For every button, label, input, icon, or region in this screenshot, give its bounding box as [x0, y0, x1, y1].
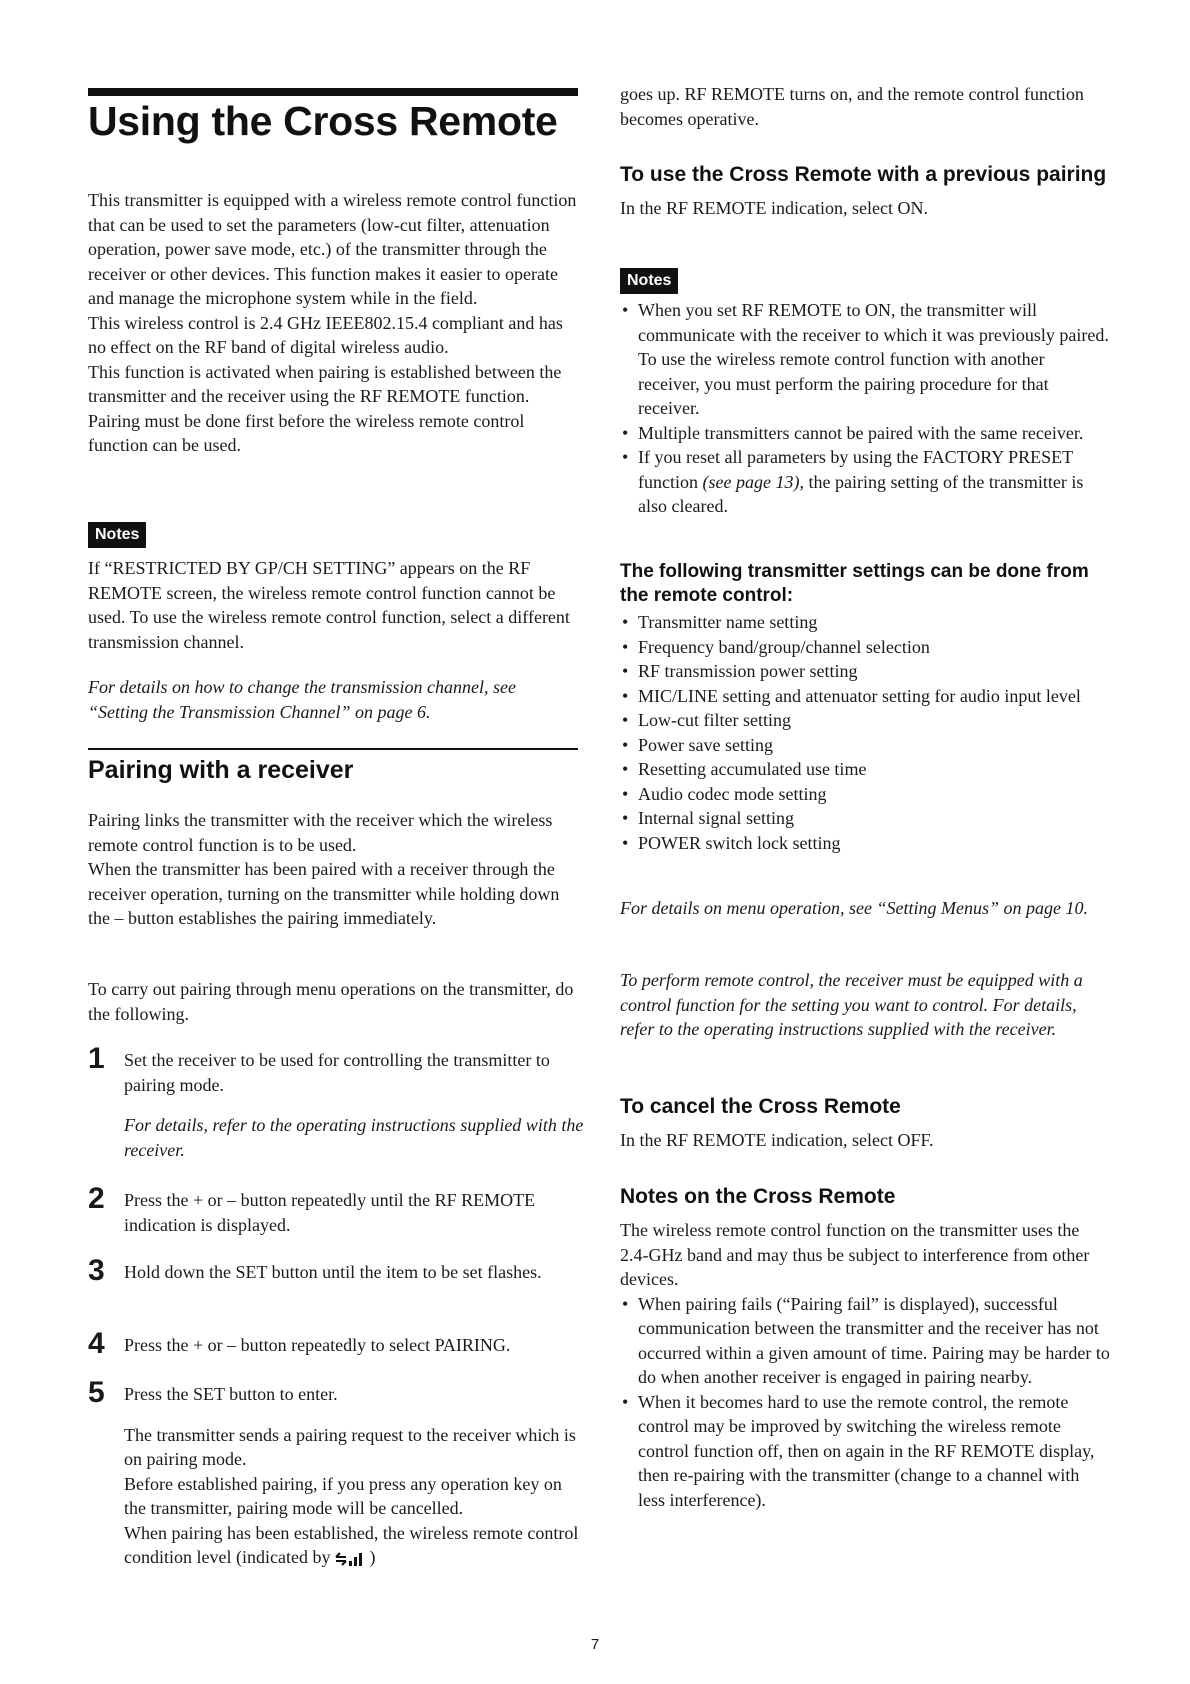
settings-item: • Power save setting	[620, 733, 1110, 758]
pairing-heading-wrap	[88, 756, 353, 785]
step-3	[88, 1254, 588, 1287]
step-5-details	[124, 1423, 588, 1570]
pairing-paragraph-1: Pairing links the transmitter with the receiver which the wireless remote control function is to be used.	[88, 810, 553, 855]
step-4	[88, 1327, 588, 1360]
step-text: Hold down the SET button until the item to be set flashes.	[124, 1262, 542, 1282]
pairing-paragraph-3: To carry out pairing through menu operations on the transmitter, do the following.	[88, 979, 574, 1024]
step-text: Press the + or – button repeatedly until the RF REMOTE indication is displayed.	[124, 1190, 536, 1235]
step-number: 3	[88, 1254, 105, 1287]
title-rule	[88, 88, 578, 96]
settings-item: • Resetting accumulated use time	[620, 757, 1110, 782]
step-5-paragraph-3-end: )	[369, 1547, 376, 1567]
channel-reference-text: For details on how to change the transmission channel, see “Setting the Transmission Channel” on page 6.	[88, 677, 516, 722]
step-number: 2	[88, 1182, 105, 1215]
cancel-section	[620, 1094, 1110, 1153]
perform-reference-text: To perform remote control, the receiver must be equipped with a control function for the setting you want to control. For details, refer to the operating instructions supplied with the receiver.	[620, 970, 1083, 1039]
step-text: Press the + or – button repeatedly to select PAIRING.	[124, 1335, 511, 1355]
notes-label: Notes	[88, 522, 146, 548]
step-2	[88, 1182, 588, 1237]
step-1	[88, 1042, 588, 1162]
settings-list	[620, 610, 1110, 855]
pairing-intro	[88, 808, 580, 931]
restricted-note: If “RESTRICTED BY GP/CH SETTING” appears on the RF REMOTE screen, the wireless remote control function cannot be used. To use the wireless remote control function, select a different transmission channel.	[88, 558, 570, 652]
step-5-paragraph-2: Before established pairing, if you press any operation key on the transmitter, pairing mode will be cancelled.	[124, 1473, 562, 1518]
settings-item: • Transmitter name setting	[620, 610, 1110, 635]
previous-pairing-section	[620, 162, 1110, 221]
step-5-paragraph-1: The transmitter sends a pairing request to the receiver which is on pairing mode.	[124, 1424, 576, 1469]
step-1-note: For details, refer to the operating instructions supplied with the receiver.	[124, 1115, 584, 1160]
note-item-text: If you reset all parameters by using the FACTORY PRESET function	[638, 447, 1073, 492]
step-text: Press the SET button to enter.	[124, 1384, 338, 1404]
notes-cross-remote-intro: The wireless remote control function on the transmitter uses the 2.4-GHz band and may thus be subject to interference from other devices.	[620, 1220, 1090, 1289]
note-item	[620, 445, 1110, 519]
intro-paragraph-2: This wireless control is 2.4 GHz IEEE802.15.4 compliant and has no effect on the RF band of digital wireless audio.	[88, 312, 563, 357]
signal-level-icon	[335, 1551, 365, 1567]
notes-list-right	[620, 298, 1110, 519]
notes-badge-left	[88, 522, 146, 548]
menu-reference	[620, 896, 1110, 921]
step-5-paragraph-3	[124, 1521, 588, 1570]
note-item: • Multiple transmitters cannot be paired with the same receiver.	[620, 421, 1110, 446]
settings-item: • POWER switch lock setting	[620, 831, 1110, 856]
intro-paragraph-3: This function is activated when pairing is established between the transmitter and the receiver using the RF REMOTE function.	[88, 361, 562, 406]
notes-cross-remote-list	[620, 1292, 1110, 1513]
note-block-left	[88, 556, 580, 654]
continued-paragraph: goes up. RF REMOTE turns on, and the remote control function becomes operative.	[620, 84, 1084, 129]
perform-reference	[620, 968, 1110, 1042]
pairing-paragraph-2: When the transmitter has been paired with a receiver through the receiver operation, turning on the transmitter while holding down the – button establishes the pairing immediately.	[88, 859, 560, 928]
intro-paragraph-4: Pairing must be done first before the wireless remote control function can be used.	[88, 410, 525, 455]
previous-pairing-text: In the RF REMOTE indication, select ON.	[620, 198, 928, 218]
factory-preset-page-ref: (see page 13)	[702, 471, 800, 492]
page-title: Using the Cross Remote	[88, 98, 558, 144]
settings-item: • Low-cut filter setting	[620, 708, 1110, 733]
step-number: 4	[88, 1327, 105, 1360]
cross-remote-note: • When it becomes hard to use the remote control, the remote control may be improved by switching the wireless remote control function off, then on again in the RF REMOTE display, then re-pairing with the transmitter (change to a channel with less interference).	[620, 1390, 1110, 1513]
note-item: • When you set RF REMOTE to ON, the transmitter will communicate with the receiver to which it was previously paired. To use the wireless remote control function with another receiver, you must perform the pairing procedure for that receiver.	[620, 298, 1110, 421]
intro-paragraph: This transmitter is equipped with a wireless remote control function that can be used to set the parameters (low-cut filter, attenuation operation, power save mode, etc.) of the transmitter through the receiver or other devices. This function makes it easier to operate and manage the microphone system while in the field.	[88, 190, 577, 308]
menu-reference-text: For details on menu operation, see “Setting Menus” on page 10.	[620, 898, 1088, 918]
notes-cross-remote-heading: Notes on the Cross Remote	[620, 1185, 896, 1208]
settings-section	[620, 560, 1110, 855]
pairing-instructions	[88, 977, 580, 1026]
step-text: Set the receiver to be used for controlling the transmitter to pairing mode.	[124, 1050, 550, 1095]
step-number: 5	[88, 1376, 105, 1409]
pairing-heading: Pairing with a receiver	[88, 756, 354, 784]
cancel-text: In the RF REMOTE indication, select OFF.	[620, 1130, 934, 1150]
channel-reference	[88, 675, 580, 724]
notes-cross-remote-section	[620, 1184, 1110, 1512]
cancel-heading: To cancel the Cross Remote	[620, 1095, 901, 1118]
notes-badge-right	[620, 268, 678, 294]
settings-heading: The following transmitter settings can be done from the remote control:	[620, 561, 1089, 606]
settings-item: • Audio codec mode setting	[620, 782, 1110, 807]
step-5-paragraph-3-text: When pairing has been established, the wireless remote control condition level (indicated by	[124, 1522, 579, 1567]
notes-label: Notes	[620, 268, 678, 294]
page-number: 7	[590, 1636, 600, 1653]
continued-text	[620, 82, 1110, 131]
settings-item: • RF transmission power setting	[620, 659, 1110, 684]
settings-item: • MIC/LINE setting and attenuator setting for audio input level	[620, 684, 1110, 709]
step-number: 1	[88, 1042, 105, 1075]
step-5	[88, 1376, 588, 1570]
cross-remote-note: • When pairing fails (“Pairing fail” is displayed), successful communication between the transmitter and the receiver has not occurred within a given amount of time. Pairing may be harder to do when another receiver is engaged in pairing nearby.	[620, 1292, 1110, 1390]
settings-item: • Internal signal setting	[620, 806, 1110, 831]
note-item-text-end: , the pairing setting of the transmitter is also cleared.	[638, 471, 1084, 516]
intro-section	[88, 188, 580, 458]
settings-item: • Frequency band/group/channel selection	[620, 635, 1110, 660]
section-rule	[88, 748, 578, 750]
previous-pairing-heading: To use the Cross Remote with a previous pairing	[620, 163, 1107, 186]
